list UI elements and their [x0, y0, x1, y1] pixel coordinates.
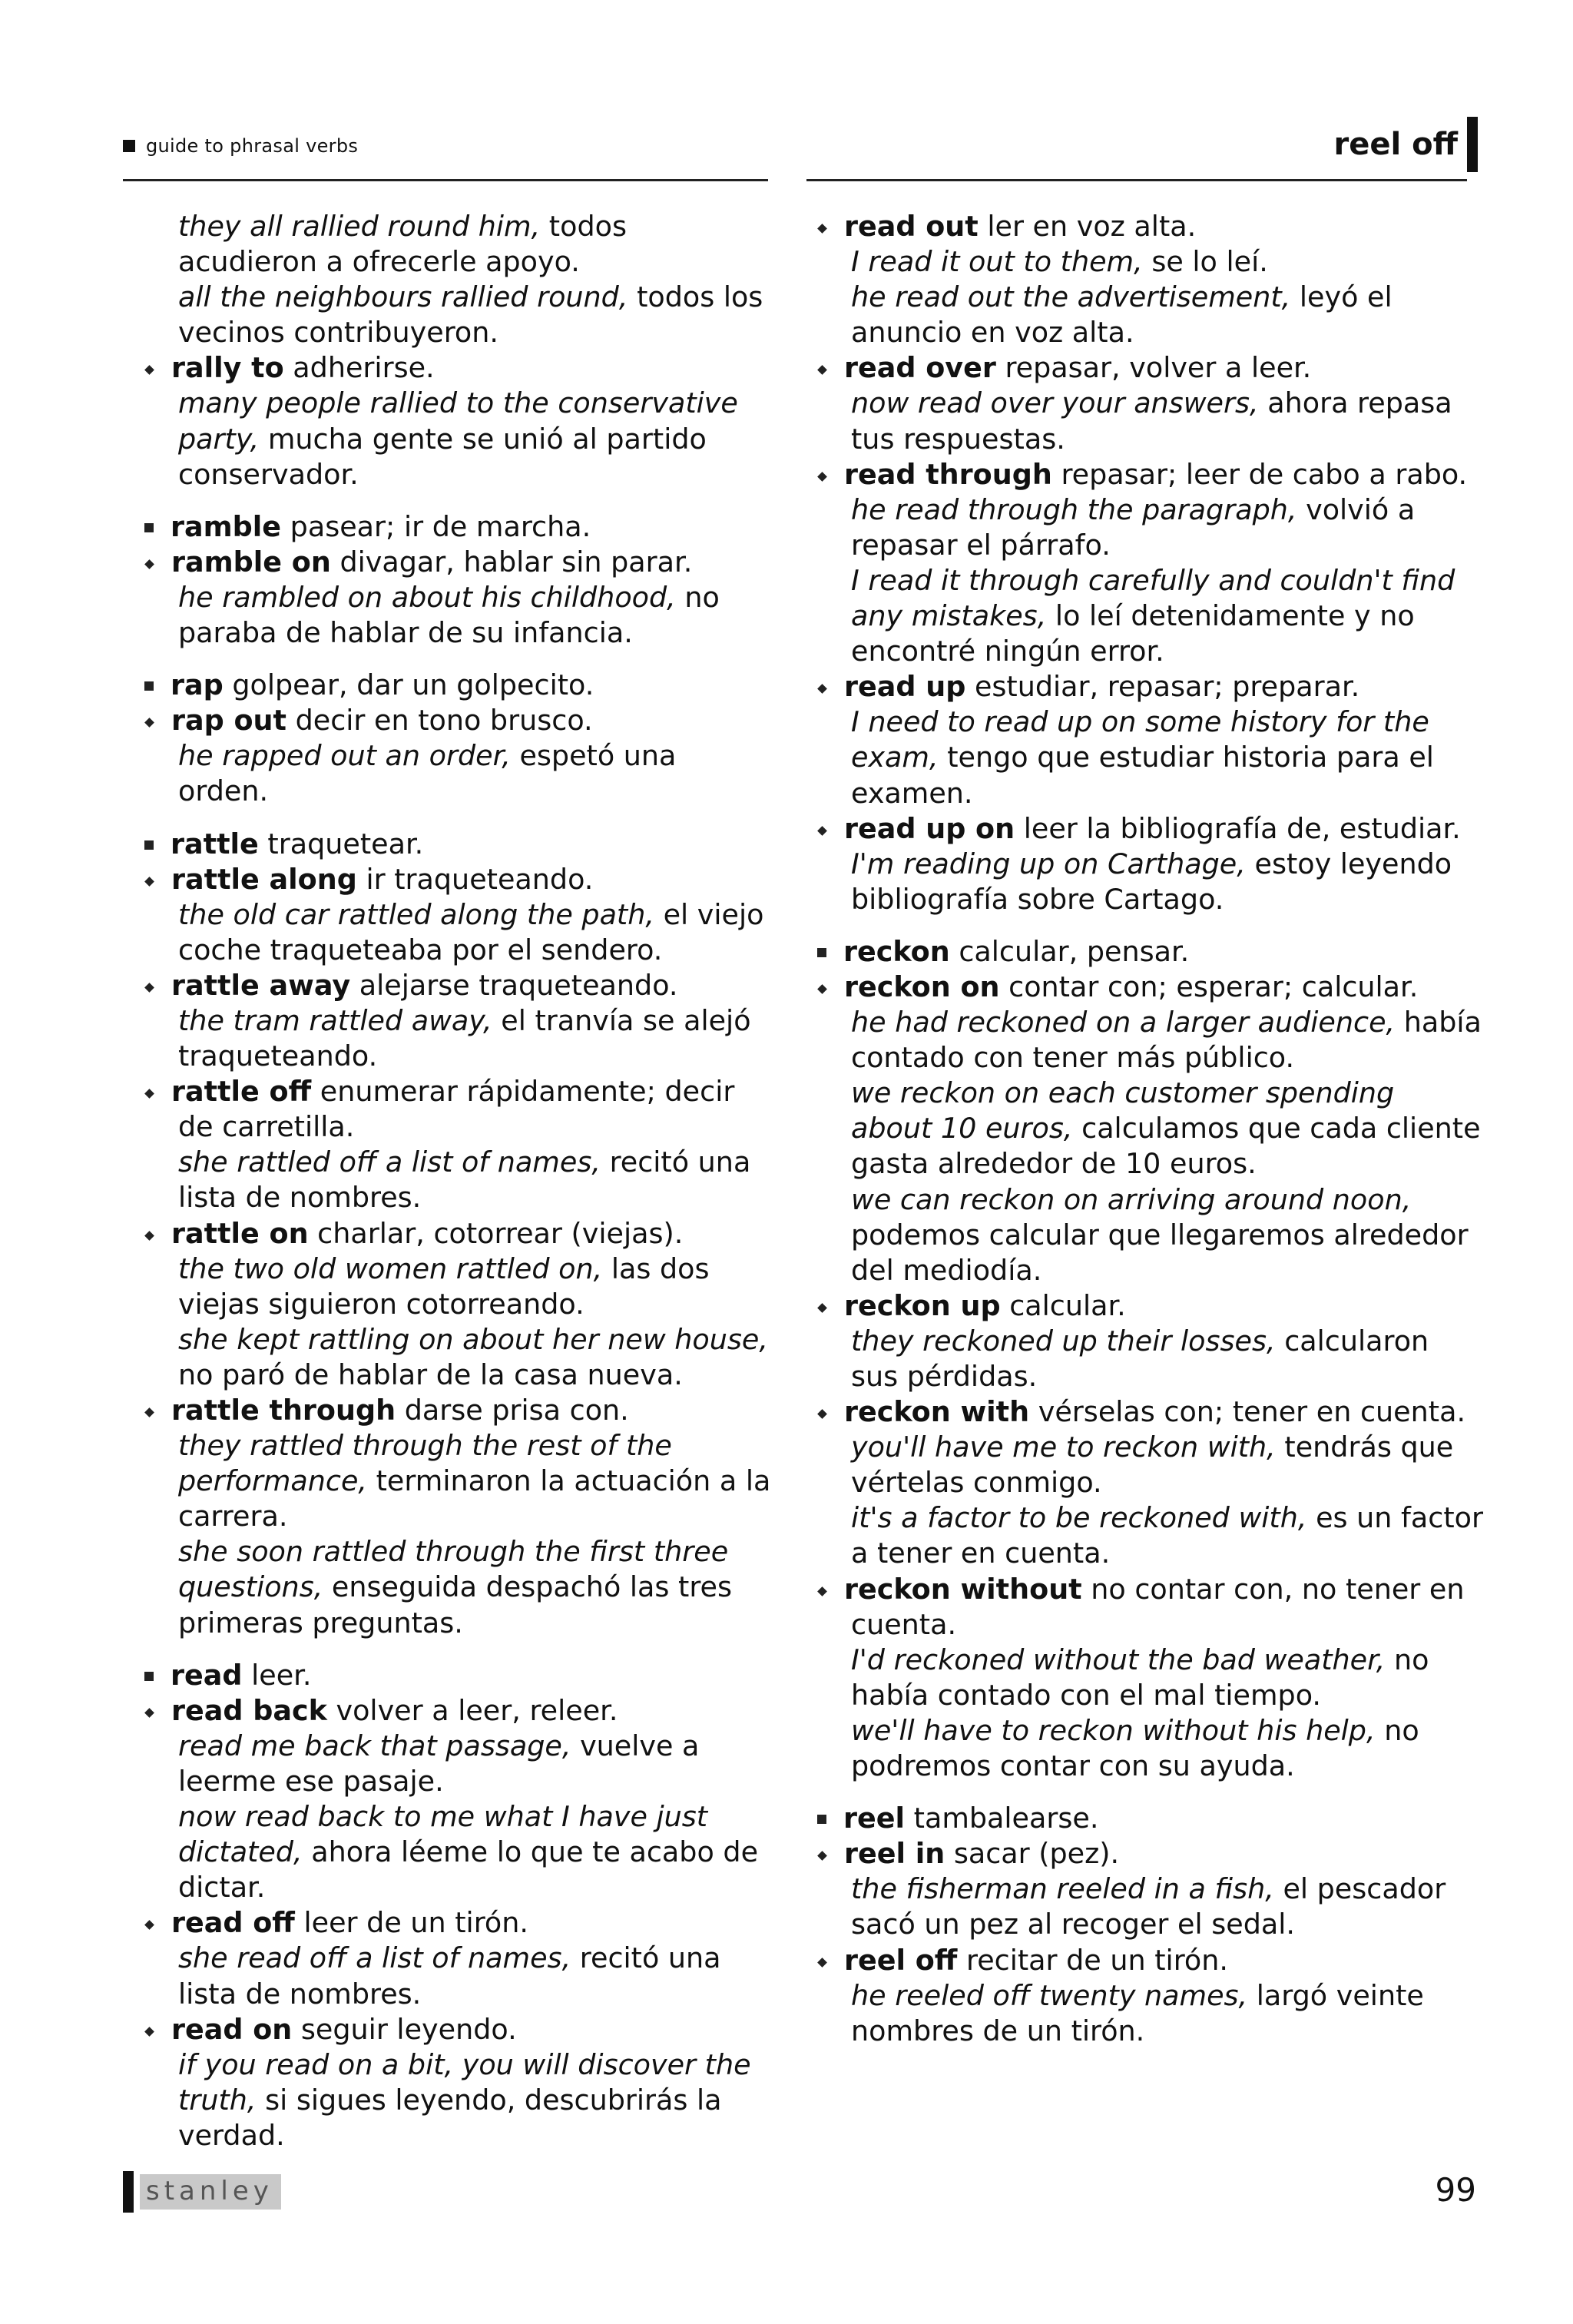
example-english: the old car rattled along the path,	[178, 897, 654, 931]
example-english: I'd reckoned without the bad weather,	[851, 1643, 1386, 1676]
entry-term: reckon on	[844, 970, 1000, 1003]
small-bullet-icon	[817, 1958, 827, 1968]
example-english: it's a factor to be reckoned with,	[851, 1501, 1307, 1535]
phrasal-verb-entry	[135, 968, 773, 1003]
phrasal-verb-entry	[808, 1943, 1484, 1978]
example-english: he read through the paragraph,	[851, 492, 1297, 526]
example-english: we reckon on each customer spending about 10 euros,	[851, 1076, 1395, 1145]
square-bullet-icon	[144, 681, 154, 691]
example-sentence	[135, 897, 773, 968]
example-sentence	[808, 1324, 1484, 1394]
example-english: we'll have to reckon without his help,	[851, 1713, 1376, 1747]
small-bullet-icon	[144, 559, 154, 569]
entry-definition: darse prisa con.	[404, 1394, 629, 1427]
entry-definition: repasar, volver a leer.	[1005, 351, 1312, 385]
square-bullet-icon	[144, 1672, 154, 1681]
header-rule-left	[123, 179, 768, 181]
example-sentence	[135, 1941, 773, 2011]
example-spanish: las dos viejas siguieron cotorreando.	[178, 1252, 710, 1321]
small-bullet-icon	[817, 472, 827, 482]
entry-definition: ler en voz alta.	[987, 210, 1197, 243]
entry-term: read up on	[844, 811, 1015, 845]
square-bullet-icon	[144, 523, 154, 532]
entry-term: read	[171, 1658, 243, 1692]
example-english: she rattled off a list of names,	[178, 1145, 601, 1179]
example-sentence	[808, 563, 1484, 669]
example-spanish: calculamos que cada cliente gasta alrededor de 10 euros.	[851, 1112, 1481, 1181]
entry-definition: pasear; ir de marcha.	[290, 509, 591, 543]
example-english: he reeled off twenty names,	[851, 1978, 1248, 2012]
example-sentence	[808, 1978, 1484, 2049]
entry-term: reckon up	[844, 1288, 1001, 1322]
entry-definition: calcular.	[1009, 1288, 1126, 1322]
entry-definition: leer la bibliografía de, estudiar.	[1023, 811, 1461, 845]
example-english: I need to read up on some history for the exam,	[851, 705, 1429, 774]
example-spanish: leyó el anuncio en voz alta.	[851, 280, 1393, 350]
example-english: he rambled on about his childhood,	[178, 580, 676, 614]
header-rule-right	[806, 179, 1467, 181]
small-bullet-icon	[817, 1303, 827, 1313]
phrasal-verb-entry	[135, 1393, 773, 1428]
entry-term: ramble	[171, 509, 282, 543]
phrasal-verb-entry	[808, 811, 1484, 847]
entry-term: rally to	[171, 351, 284, 385]
entry-term: read back	[171, 1693, 327, 1727]
entry-term: rattle	[171, 827, 259, 860]
page-header-section	[123, 135, 358, 157]
entry-definition: contar con; esperar; calcular.	[1008, 970, 1419, 1003]
brand-name: stanley	[140, 2174, 281, 2210]
example-sentence	[808, 1005, 1484, 1076]
small-bullet-icon	[144, 366, 154, 376]
example-sentence	[808, 704, 1484, 811]
phrasal-verb-entry	[135, 1905, 773, 1941]
entry-term: ramble on	[171, 545, 331, 579]
phrasal-verb-entry	[808, 350, 1484, 386]
small-bullet-icon	[817, 1586, 827, 1596]
small-bullet-icon	[144, 1089, 154, 1099]
square-bullet-icon	[144, 840, 154, 850]
square-bullet-icon	[123, 140, 135, 152]
example-spanish: había contado con tener más público.	[851, 1006, 1482, 1075]
example-sentence	[135, 1729, 773, 1799]
small-bullet-icon	[817, 826, 827, 836]
phrasal-verb-entry	[135, 862, 773, 897]
small-bullet-icon	[144, 1920, 154, 1930]
example-english: she read off a list of names,	[178, 1941, 571, 1975]
entry-definition: adherirse.	[293, 351, 435, 385]
headword-entry	[135, 668, 773, 703]
phrasal-verb-entry	[135, 1216, 773, 1252]
example-sentence	[135, 1322, 773, 1393]
entry-definition: traquetear.	[267, 827, 424, 860]
entry-term: reckon without	[844, 1572, 1082, 1606]
entry-term: rap	[171, 668, 224, 702]
entry-definition: enumerar rápidamente; decir de carretilla.	[178, 1075, 735, 1144]
left-column	[135, 209, 773, 2153]
headword-entry	[135, 1658, 773, 1693]
phrasal-verb-entry	[808, 669, 1484, 704]
entry-term: rattle along	[171, 862, 357, 896]
example-spanish: tendrás que vértelas conmigo.	[851, 1431, 1454, 1500]
small-bullet-icon	[144, 1708, 154, 1718]
phrasal-verb-entry	[808, 970, 1484, 1005]
entry-term: read out	[844, 210, 979, 243]
headword-entry	[135, 509, 773, 545]
entry-definition: decir en tono brusco.	[295, 704, 593, 738]
phrasal-verb-entry	[808, 457, 1484, 492]
example-english: he had reckoned on a larger audience,	[851, 1006, 1396, 1039]
small-bullet-icon	[144, 983, 154, 993]
entry-term: reckon	[843, 934, 950, 968]
example-english: he read out the advertisement,	[851, 280, 1291, 314]
example-sentence	[808, 1643, 1484, 1713]
right-column	[808, 209, 1484, 2049]
example-spanish: largó veinte nombres de un tirón.	[851, 1978, 1424, 2047]
example-sentence	[135, 580, 773, 651]
example-spanish: recitó una lista de nombres.	[178, 1941, 721, 2011]
example-spanish: no paraba de hablar de su infancia.	[178, 580, 720, 650]
small-bullet-icon	[817, 224, 827, 234]
running-head: reel off	[1333, 127, 1458, 162]
example-english: the two old women rattled on,	[178, 1252, 603, 1285]
entry-definition: sacar (pez).	[953, 1837, 1120, 1871]
entry-definition: leer.	[251, 1658, 312, 1692]
headword-entry	[808, 934, 1484, 970]
phrasal-verb-entry	[135, 2012, 773, 2047]
example-sentence	[135, 1252, 773, 1322]
example-sentence	[135, 1428, 773, 1534]
page-header-running-head	[1333, 117, 1478, 172]
example-sentence	[135, 738, 773, 809]
entry-term: reckon with	[844, 1395, 1030, 1429]
entry-definition: alejarse traqueteando.	[359, 968, 678, 1002]
example-english: read me back that passage,	[178, 1729, 571, 1762]
example-sentence	[808, 492, 1484, 563]
example-english: she soon rattled through the first three questions,	[178, 1535, 729, 1604]
example-sentence	[135, 209, 773, 280]
entry-term: read over	[844, 351, 996, 385]
headword-entry	[808, 1801, 1484, 1836]
phrasal-verb-entry	[808, 1394, 1484, 1430]
example-spanish: mucha gente se unió al partido conservador.	[178, 422, 707, 491]
example-sentence	[135, 280, 773, 350]
example-english: they rattled through the rest of the performance,	[178, 1429, 672, 1498]
example-sentence	[808, 280, 1484, 350]
entry-definition: no contar con, no tener en cuenta.	[851, 1572, 1465, 1641]
publisher-brand	[123, 2171, 281, 2213]
phrasal-verb-entry	[808, 1288, 1484, 1324]
example-spanish: el viejo coche traqueteaba por el sendero.	[178, 897, 764, 966]
entry-definition: leer de un tirón.	[303, 1906, 528, 1940]
example-spanish: estoy leyendo bibliografía sobre Cartago.	[851, 847, 1452, 916]
example-spanish: terminaron la actuación a la carrera.	[178, 1464, 771, 1533]
example-sentence	[808, 244, 1484, 280]
entry-term: rattle off	[171, 1075, 312, 1109]
entry-definition: seguir leyendo.	[300, 2012, 517, 2046]
entry-term: read on	[171, 2012, 293, 2046]
entry-definition: recitar de un tirón.	[965, 1943, 1228, 1977]
entry-term: read up	[844, 670, 966, 704]
small-bullet-icon	[817, 1851, 827, 1861]
phrasal-verb-entry	[135, 1693, 773, 1729]
entry-definition: divagar, hablar sin parar.	[339, 545, 693, 579]
phrasal-verb-entry	[135, 703, 773, 738]
phrasal-verb-entry	[808, 209, 1484, 244]
phrasal-verb-entry	[808, 1836, 1484, 1871]
entry-definition: charlar, cotorrear (viejas).	[317, 1216, 684, 1250]
example-sentence	[808, 1713, 1484, 1784]
entry-term: reel in	[844, 1837, 945, 1871]
example-spanish: calcularon sus pérdidas.	[851, 1324, 1429, 1393]
example-spanish: el pescador sacó un pez al recoger el sedal.	[851, 1872, 1446, 1941]
example-sentence	[135, 1799, 773, 1905]
example-english: if you read on a bit, you will discover the truth,	[178, 2047, 751, 2117]
example-english: all the neighbours rallied round,	[178, 280, 628, 314]
example-english: now read over your answers,	[851, 386, 1259, 420]
example-english: you'll have me to reckon with,	[851, 1431, 1276, 1464]
small-bullet-icon	[817, 366, 827, 376]
small-bullet-icon	[144, 718, 154, 728]
example-spanish: tengo que estudiar historia para el examen.	[851, 741, 1434, 810]
small-bullet-icon	[817, 1409, 827, 1419]
example-english: now read back to me what I have just dictated,	[178, 1800, 708, 1869]
example-spanish: es un factor a tener en cuenta.	[851, 1501, 1483, 1570]
entry-term: read through	[844, 457, 1052, 491]
small-bullet-icon	[817, 984, 827, 994]
page-number: 99	[1435, 2171, 1476, 2209]
example-sentence	[808, 1871, 1484, 1942]
example-sentence	[808, 847, 1484, 917]
example-sentence	[135, 386, 773, 492]
example-spanish: no había contado con el mal tiempo.	[851, 1643, 1429, 1712]
phrasal-verb-entry	[135, 1074, 773, 1145]
example-sentence	[808, 386, 1484, 456]
entry-term: reel off	[844, 1943, 958, 1977]
phrasal-verb-entry	[135, 545, 773, 580]
example-english: the fisherman reeled in a fish,	[851, 1872, 1274, 1906]
example-english: the tram rattled away,	[178, 1003, 492, 1037]
thumb-bar-icon	[1467, 117, 1478, 172]
entry-definition: volver a leer, releer.	[336, 1693, 618, 1727]
example-sentence	[135, 2047, 773, 2153]
entry-definition: vérselas con; tener en cuenta.	[1038, 1395, 1466, 1429]
entry-definition: tambalearse.	[913, 1802, 1099, 1835]
entry-definition: calcular, pensar.	[959, 934, 1190, 968]
example-spanish: vuelve a leerme ese pasaje.	[178, 1729, 700, 1798]
example-spanish: lo leí detenidamente y no encontré ningún error.	[851, 599, 1415, 668]
entry-term: rap out	[171, 704, 286, 738]
entry-term: rattle away	[171, 968, 351, 1002]
example-english: they reckoned up their losses,	[851, 1324, 1276, 1358]
square-bullet-icon	[817, 948, 826, 957]
entry-term: rattle through	[171, 1394, 396, 1427]
example-spanish: recitó una lista de nombres.	[178, 1145, 751, 1215]
example-sentence	[135, 1003, 773, 1074]
example-spanish: todos los vecinos contribuyeron.	[178, 280, 763, 350]
section-title: guide to phrasal verbs	[146, 135, 359, 157]
entry-term: rattle on	[171, 1216, 309, 1250]
example-spanish: podemos calcular que llegaremos alrededor del mediodía.	[851, 1218, 1469, 1287]
small-bullet-icon	[144, 2027, 154, 2037]
example-sentence	[808, 1182, 1484, 1288]
example-english: many people rallied to the conservative party,	[178, 386, 738, 456]
example-english: he rapped out an order,	[178, 739, 511, 773]
phrasal-verb-entry	[135, 350, 773, 386]
example-spanish: no podremos contar con su ayuda.	[851, 1713, 1419, 1783]
example-spanish: enseguida despachó las tres primeras preguntas.	[178, 1570, 732, 1639]
example-english: we can reckon on arriving around noon,	[851, 1182, 1412, 1216]
small-bullet-icon	[144, 1407, 154, 1417]
example-sentence	[135, 1534, 773, 1640]
example-spanish: si sigues leyendo, descubrirás la verdad.	[178, 2083, 722, 2152]
headword-entry	[135, 827, 773, 862]
brand-bar-icon	[123, 2171, 134, 2213]
example-spanish: todos acudieron a ofrecerle apoyo.	[178, 210, 627, 279]
entry-definition: estudiar, repasar; preparar.	[974, 670, 1360, 704]
entry-term: read off	[171, 1906, 295, 1940]
example-english: I read it through carefully and couldn't find any mistakes,	[851, 563, 1455, 633]
example-english: she kept rattling on about her new house,	[178, 1322, 768, 1356]
example-english: I read it out to them,	[851, 245, 1143, 279]
example-spanish: se lo leí.	[1151, 245, 1268, 279]
small-bullet-icon	[817, 684, 827, 694]
example-spanish: el tranvía se alejó traqueteando.	[178, 1003, 751, 1073]
example-sentence	[808, 1430, 1484, 1500]
square-bullet-icon	[817, 1815, 826, 1824]
example-english: they all rallied round him,	[178, 210, 541, 243]
entry-definition: repasar; leer de cabo a rabo.	[1061, 457, 1468, 491]
entry-term: reel	[843, 1802, 906, 1835]
example-spanish: volvió a repasar el párrafo.	[851, 492, 1416, 562]
example-english: I'm reading up on Carthage,	[851, 847, 1246, 880]
small-bullet-icon	[144, 877, 154, 887]
small-bullet-icon	[144, 1231, 154, 1241]
example-sentence	[808, 1500, 1484, 1571]
example-spanish: no paró de hablar de la casa nueva.	[178, 1358, 683, 1391]
example-spanish: ahora léeme lo que te acabo de dictar.	[178, 1835, 759, 1905]
phrasal-verb-entry	[808, 1572, 1484, 1643]
example-sentence	[808, 1076, 1484, 1182]
example-sentence	[135, 1145, 773, 1215]
entry-definition: golpear, dar un golpecito.	[232, 668, 594, 702]
entry-definition: ir traqueteando.	[366, 862, 594, 896]
example-spanish: ahora repasa tus respuestas.	[851, 386, 1452, 456]
example-spanish: espetó una orden.	[178, 739, 677, 808]
